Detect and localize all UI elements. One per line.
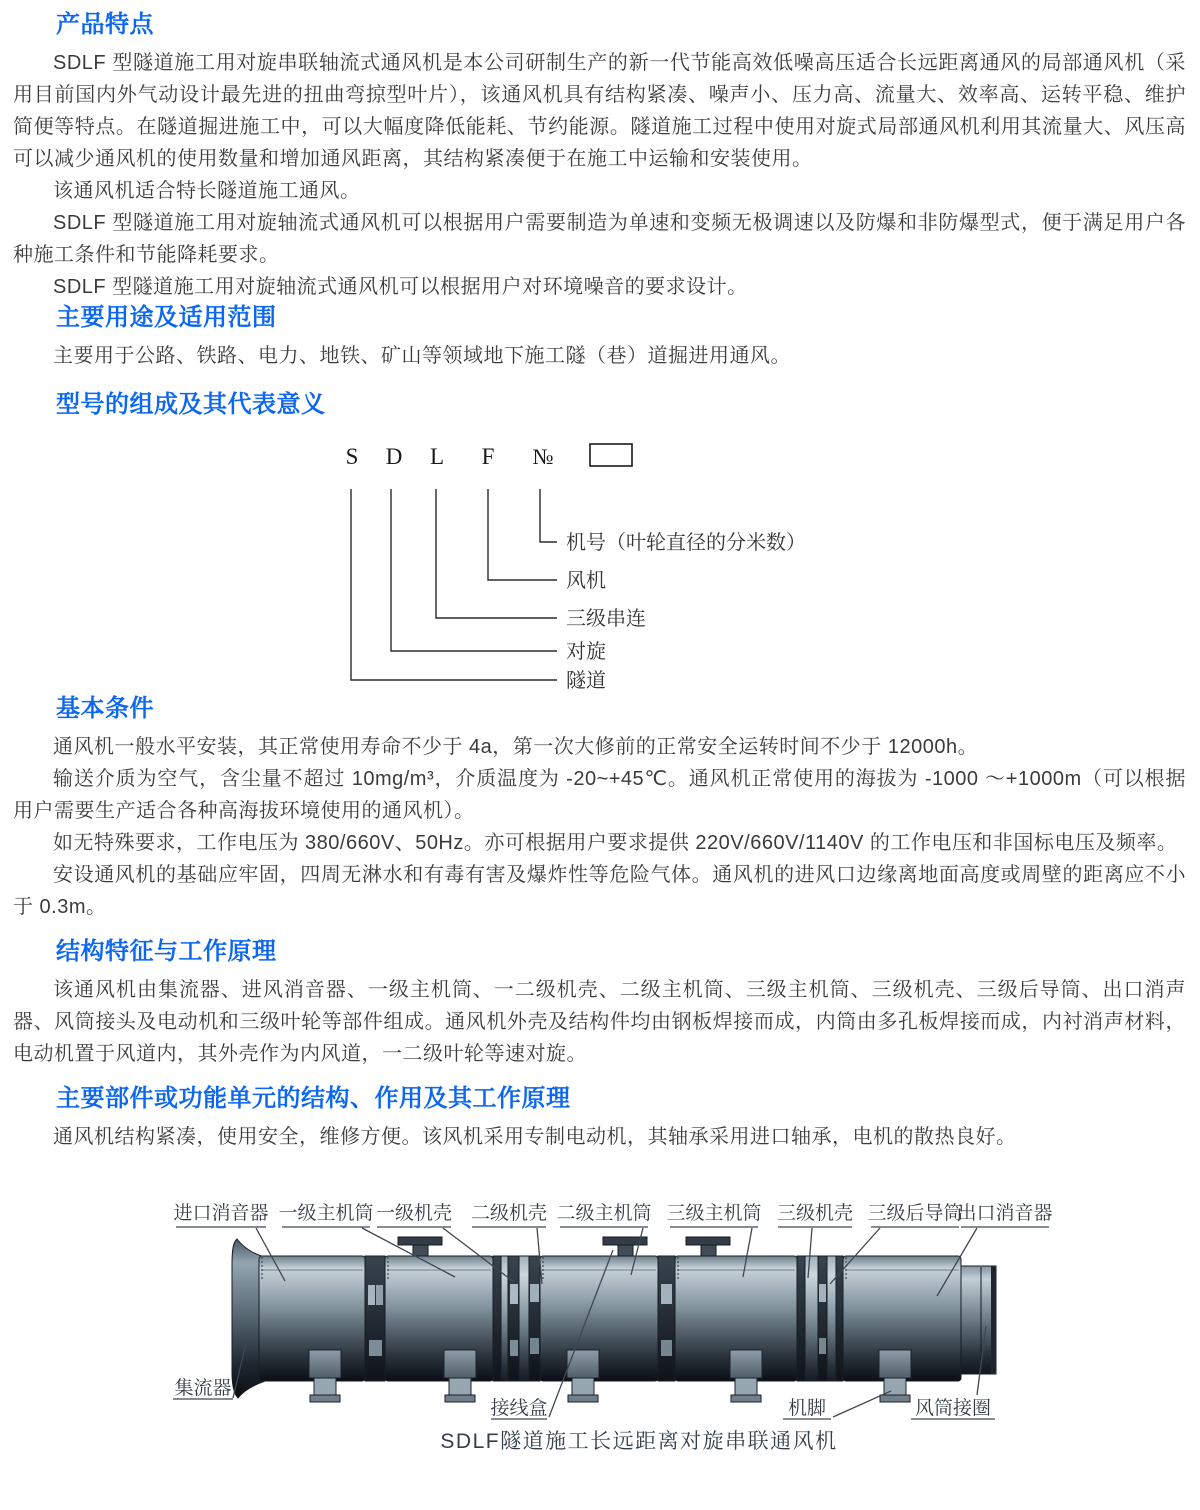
label-duct-ring: 风筒接圈: [914, 1398, 992, 1419]
legend-three-stage-series: 三级串连: [566, 608, 646, 630]
conditions-paragraph: 安设通风机的基础应牢固，四周无淋水和有毒有害及爆炸性等危险气体。通风机的进风口边缘离地面高度或周壁的距离应不小于 0.3m。: [13, 864, 1186, 918]
flange-2: [658, 1256, 675, 1381]
label-rear-guide-tube: 三级后导筒: [867, 1203, 963, 1224]
model-letter-d: D: [385, 444, 403, 469]
usage-paragraph: 主要用于公路、铁路、电力、地铁、矿山等领域地下施工隧（巷）道掘进用通风。: [53, 345, 791, 367]
conditions-paragraph: 输送介质为空气，含尘量不超过 10mg/m³，介质温度为 -20~+45℃。通风机正常使用的海拔为 -1000 ～+1000m（可以根据用户需要生产适合各种高海拔环境使用的通风机）。: [13, 768, 1186, 822]
model-tree-lines: [351, 489, 557, 680]
heading-usage: 主要用途及适用范围: [56, 304, 277, 331]
duct-end-ring: [961, 1266, 996, 1374]
model-letter-no: №: [532, 444, 554, 469]
fan-diagram-caption: SDLF隧道施工长远距离对旋串联通风机: [440, 1430, 838, 1453]
label-stage3-barrel: 三级主机筒: [666, 1203, 762, 1224]
conditions-paragraph: 通风机一般水平安装，其正常使用寿命不少于 4a，第一次大修前的正常安全运转时间不少于 12000h。: [53, 736, 979, 758]
heading-features: 产品特点: [56, 11, 154, 38]
label-junction-box: 接线盒: [490, 1398, 548, 1419]
heading-components: 主要部件或功能单元的结构、作用及其工作原理: [56, 1085, 571, 1112]
model-legend-labels: [566, 531, 806, 692]
label-stage1-barrel: 一级主机筒: [278, 1203, 374, 1224]
label-stage1-casing: 一级机壳: [375, 1203, 453, 1224]
label-stage2-barrel: 二级主机筒: [556, 1203, 652, 1224]
legend-fan: 风机: [566, 570, 606, 592]
model-code-letters: [346, 444, 632, 469]
features-paragraph: SDLF 型隧道施工用对旋轴流式通风机可以根据用户对环境噪音的要求设计。: [53, 276, 748, 298]
label-stage3-casing: 三级机壳: [776, 1203, 854, 1224]
model-letter-s: S: [345, 444, 359, 469]
legend-tunnel: 隧道: [566, 670, 606, 692]
features-paragraph: SDLF 型隧道施工用对旋串联轴流式通风机是本公司研制生产的新一代节能高效低噪高压适合长远距离通风的局部通风机（采用目前国内外气动设计最先进的扭曲弯掠型叶片），该通风机具有结构紧凑、噪声小、压力高、流量大、效率高、运转平稳、维护简便等特点。在隧道掘进施工中，可以大幅度降低能耗、节约能源。隧道施工过程中使用对旋式局部通风机利用其流量大、风压高可以减少通风机的使用数量和增加通风距离，其结构紧凑便于在施工中运输和安装使用。: [13, 52, 1186, 170]
section-stage1-barrel: [385, 1256, 493, 1381]
features-paragraph: SDLF 型隧道施工用对旋轴流式通风机可以根据用户需要制造为单速和变频无极调速以及防爆和非防爆型式，便于满足用户各种施工条件和节能降耗要求。: [13, 212, 1186, 266]
features-paragraph: 该通风机适合特长隧道施工通风。: [53, 180, 361, 202]
label-inlet-silencer: 进口消音器: [173, 1203, 269, 1224]
model-letter-l: L: [429, 444, 445, 469]
fan-illustration: [13, 1183, 1200, 1458]
structure-paragraph: 该通风机由集流器、进风消音器、一级主机筒、一二级机壳、二级主机筒、三级主机筒、三级机壳、三级后导筒、出口消声器、风筒接头及电动机和三级叶轮等部件组成。通风机外壳及结构件均由钢板焊接而成，内筒由多孔板焊接而成，内衬消声材料，电动机置于风道内，其外壳作为内风道，一二级叶轮等速对旋。: [13, 979, 1186, 1065]
heading-model: 型号的组成及其代表意义: [56, 391, 326, 418]
conditions-paragraph: 如无特殊要求，工作电压为 380/660V、50Hz。亦可根据用户要求提供 220V/660V/1140V 的工作电压和非国标电压及频率。: [53, 832, 1178, 854]
legend-contra-rotating: 对旋: [566, 641, 606, 663]
label-collector: 集流器: [174, 1378, 232, 1399]
model-code-diagram: [13, 427, 1186, 694]
label-stage2-casing: 二级机壳: [470, 1203, 548, 1224]
flange-1: [365, 1256, 385, 1381]
ring-cluster-stage3-casing: [797, 1256, 843, 1381]
heading-conditions: 基本条件: [56, 695, 154, 722]
components-paragraph: 通风机结构紧凑，使用安全，维修方便。该风机采用专制电动机，其轴承采用进口轴承，电机的散热良好。: [53, 1126, 1017, 1148]
label-outlet-silencer: 出口消音器: [957, 1203, 1053, 1224]
label-machine-foot: 机脚: [787, 1398, 827, 1419]
model-letter-f: F: [481, 444, 495, 469]
model-number-box: [590, 444, 632, 466]
legend-machine-number: 机号（叶轮直径的分米数）: [566, 532, 806, 554]
terminal-boxes: [398, 1237, 730, 1256]
heading-structure: 结构特征与工作原理: [56, 938, 277, 965]
ring-cluster-stage1-2-casing: [493, 1256, 540, 1381]
